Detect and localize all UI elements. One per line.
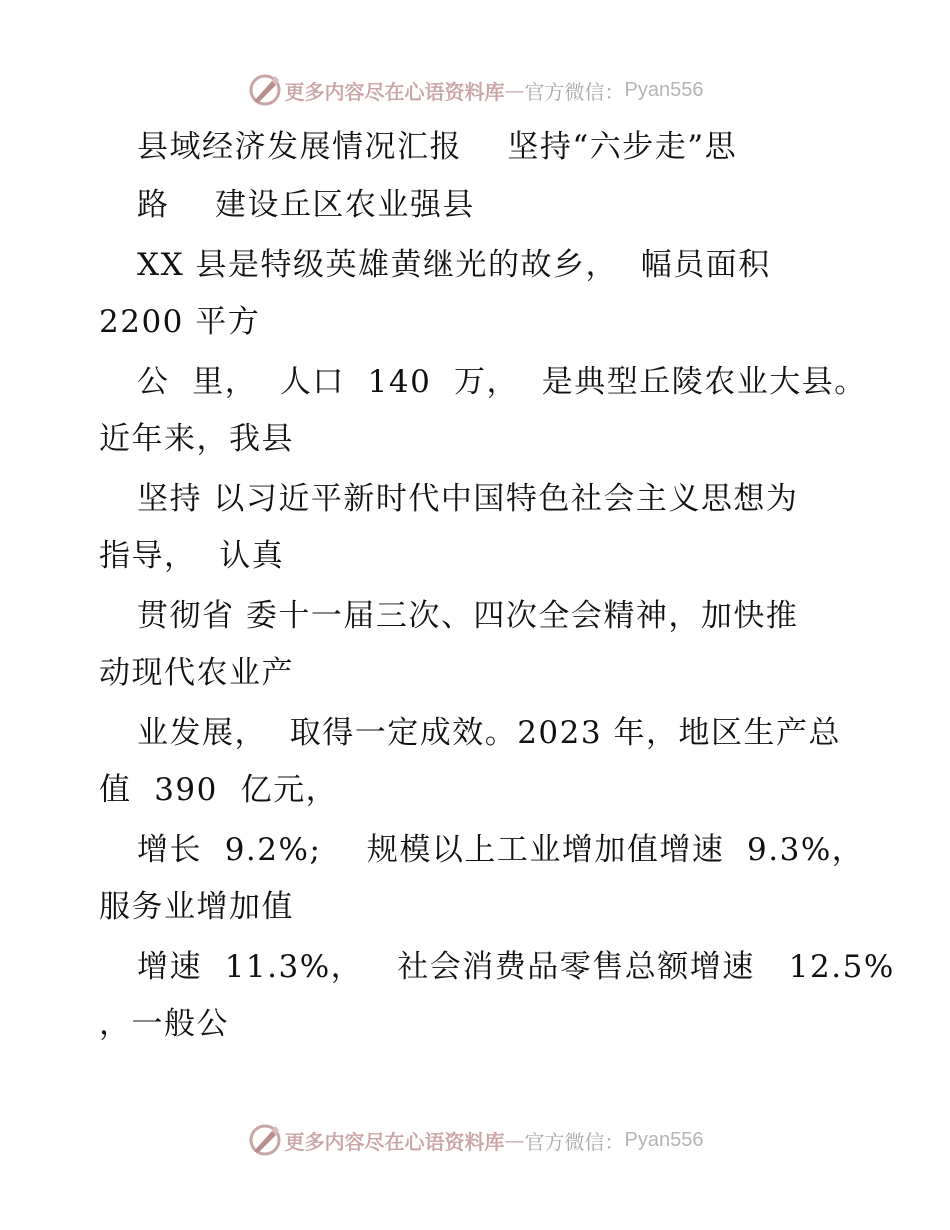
body-line-9: 贯彻省 委十一届三次、四次全会精神，加快推	[137, 598, 799, 634]
pen-seal-logo-icon	[247, 72, 283, 108]
watermark-main-text: 更多内容尽在心语资料库	[284, 79, 505, 104]
body-line-12: 值 390 亿元，	[99, 772, 339, 808]
body-line-5: 公 里， 人口 140 万， 是典型丘陵农业大县。	[137, 364, 867, 400]
header-watermark	[0, 70, 950, 110]
watermark-account-label: 官方微信：	[524, 79, 625, 104]
body-line-14: 服务业增加值	[99, 889, 294, 925]
body-line-4: 2200 平方	[99, 304, 261, 340]
footer-watermark	[0, 1120, 950, 1160]
body-line-6: 近年来，我县	[99, 421, 294, 457]
body-line-15: 增速 11.3%， 社会消费品零售总额增速 12.5%	[137, 949, 895, 985]
body-line-13: 增长 9.2%; 规模以上工业增加值增速 9.3%，	[137, 832, 865, 868]
body-line-2: 路 建设丘区农业强县	[137, 187, 475, 223]
watermark-account: Pyan556	[624, 78, 704, 101]
body-line-16: ，一般公	[99, 1006, 229, 1042]
watermark-account-label: 官方微信：	[524, 1129, 625, 1154]
pen-seal-logo-icon	[247, 1122, 283, 1158]
body-line-3: XX 县是特级英雄黄继光的故乡， 幅员面积	[137, 247, 771, 283]
body-line-7: 坚持 以习近平新时代中国特色社会主义思想为	[137, 481, 799, 517]
body-line-1: 县域经济发展情况汇报 坚持“六步走”思	[137, 129, 738, 165]
watermark-account: Pyan556	[624, 1128, 704, 1151]
watermark-main-text: 更多内容尽在心语资料库	[284, 1129, 505, 1154]
body-line-8: 指导， 认真	[99, 538, 285, 574]
body-line-10: 动现代农业产	[99, 655, 294, 691]
watermark-separator: —	[504, 78, 525, 102]
body-line-11: 业发展， 取得一定成效。2023 年，地区生产总	[137, 715, 841, 751]
watermark-separator: —	[504, 1128, 525, 1152]
